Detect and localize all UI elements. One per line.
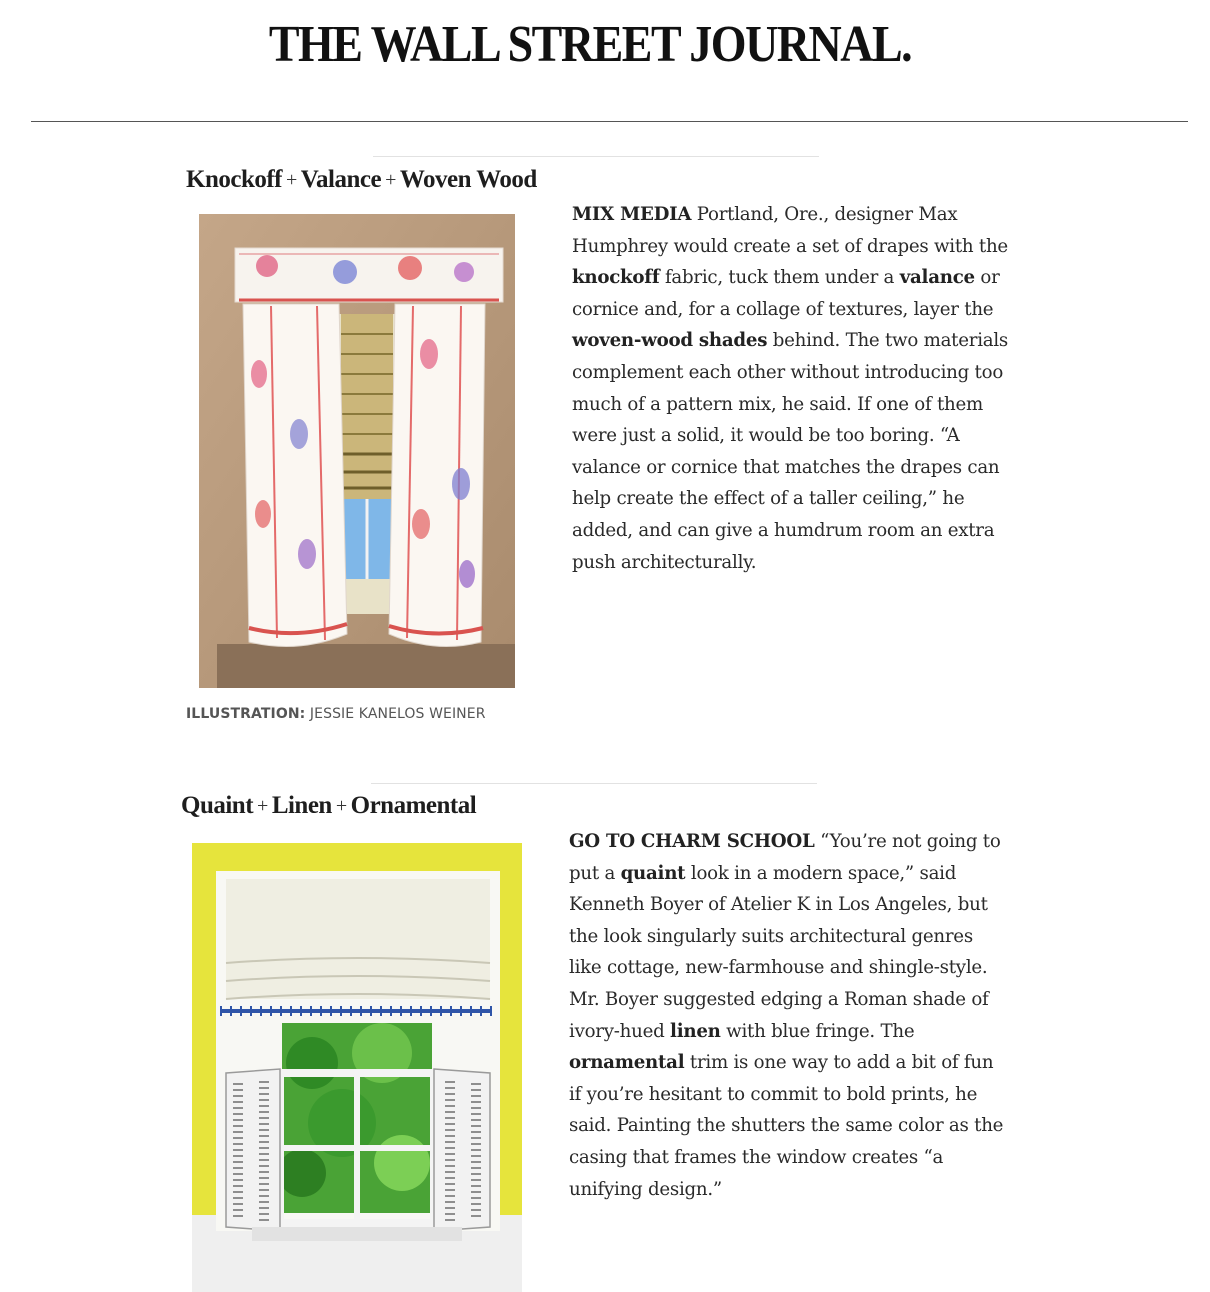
article-paragraph	[572, 199, 1010, 578]
right-drape	[389, 304, 485, 647]
keyword: ornamental	[569, 1052, 685, 1074]
roman-shade-shutters-illustration	[192, 843, 522, 1292]
heading-term: Linen	[271, 792, 332, 819]
paragraph-lead: MIX MEDIA	[572, 204, 692, 225]
paragraph-text: “You’re not going to put a	[569, 831, 1001, 884]
window-sill	[252, 1227, 462, 1241]
keyword: quaint	[620, 862, 686, 884]
roman-shade	[226, 879, 490, 999]
article-paragraph	[569, 826, 1009, 1205]
right-shutter	[434, 1069, 490, 1231]
heading-term: Quaint	[181, 792, 254, 819]
keyword: linen	[670, 1020, 721, 1042]
keyword: valance	[899, 267, 975, 289]
keyword: knockoff	[572, 267, 660, 289]
paragraph-text: trim is one way to add a bit of fun if you’re hesitant to commit to bold prints, he said. Painting the shutters the same color as the casing that frames the window creates “a unifying design.”	[569, 1052, 1004, 1200]
paragraph-text: behind. The two materials complement each other without introducing too much of a pattern mix, he said. If one of them were just a solid, it would be too boring. “A valance or cornice that matches the drapes can help create the effect of a taller ceiling,” he added, and can give a humdrum room an extra push architecturally.	[572, 330, 1009, 573]
left-shutter	[226, 1069, 280, 1231]
section-heading: Knockoff + Valance + Woven Wood	[186, 166, 537, 193]
woven-wood-shade	[341, 314, 393, 499]
floor	[217, 644, 515, 688]
paragraph-lead: GO TO CHARM SCHOOL	[569, 831, 815, 852]
valance	[235, 248, 503, 302]
paragraph-text: or cornice and, for a collage of textures, layer the	[572, 267, 1000, 320]
paragraph-text: Portland, Ore., designer Max Humphrey would create a set of drapes with the	[572, 204, 1008, 257]
paragraph-text: look in a modern space,” said Kenneth Boyer of Atelier K in Los Angeles, but the look singularly suits architectural genres like cottage, new-farmhouse and shingle-style. Mr. Boyer suggested edging a Roman shade of ivory-hued	[569, 862, 989, 1042]
heading-term: Woven Wood	[399, 166, 537, 193]
keyword: woven-wood shades	[572, 330, 768, 352]
left-drape	[243, 304, 347, 647]
section-divider	[371, 783, 817, 784]
heading-term: Valance	[300, 166, 382, 193]
header-divider	[31, 121, 1188, 122]
masthead-title[interactable]: THE WALL STREET JOURNAL.	[268, 15, 912, 73]
paragraph-text: fabric, tuck them under a	[659, 267, 900, 289]
section-divider	[373, 156, 819, 157]
heading-term: Ornamental	[350, 792, 477, 819]
section-heading: Quaint + Linen + Ornamental	[181, 792, 477, 819]
paragraph-text: with blue fringe. The	[720, 1020, 915, 1042]
heading-term: Knockoff	[186, 166, 282, 193]
curtains-valance-woven-wood-illustration	[199, 214, 515, 688]
illustration-caption: ILLUSTRATION: JESSIE KANELOS WEINER	[186, 706, 486, 722]
